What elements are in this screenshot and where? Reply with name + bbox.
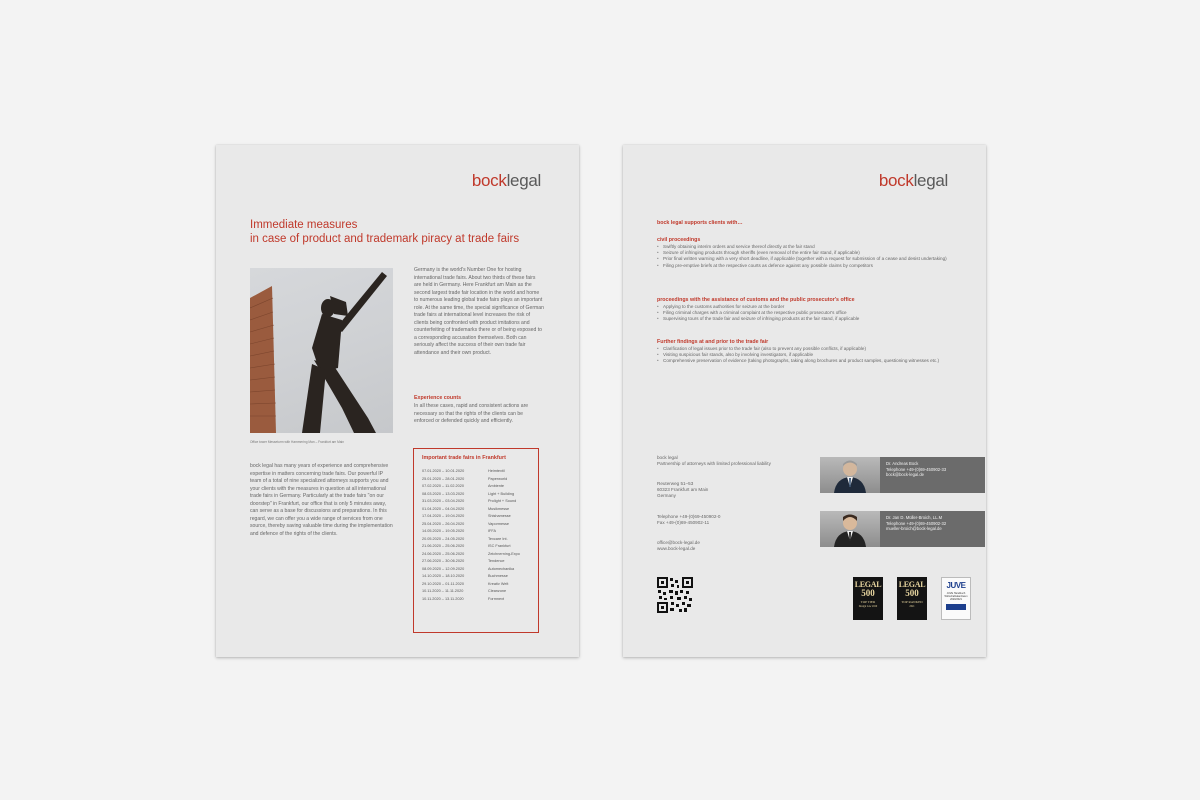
firm-website: www.bock-legal.de (657, 546, 696, 552)
list-item: • Swiftly obtaining interim orders and service thereof directly at the fair stand (657, 244, 947, 250)
section-heading-civil: civil proceedings (657, 237, 701, 243)
person-name: Dr. Andreas Bock (886, 461, 919, 466)
bock-legal-logo (472, 171, 541, 191)
flyer-back-page (623, 145, 986, 657)
contact-firm (657, 455, 771, 467)
trade-fair-date: 08.03.2020 – 13.03.2020 (422, 491, 465, 496)
trade-fair-row (422, 543, 530, 551)
trade-fair-row (422, 588, 530, 596)
badge-line-2: 500 (861, 588, 875, 598)
trade-fair-name: Kreativ Welt (488, 581, 509, 586)
section-heading-findings: Further findings at and prior to the trade fair (657, 339, 769, 345)
experience-heading: Experience counts (414, 395, 462, 401)
trade-fair-date: 17.04.2020 – 19.04.2020 (422, 514, 465, 518)
trade-fair-row (422, 551, 530, 559)
legal500-badge-top-tier (853, 577, 883, 620)
trade-fair-row (422, 558, 530, 566)
portrait-icon (820, 457, 880, 493)
qr-code-icon (657, 577, 693, 613)
badge-line-2: 500 (905, 588, 919, 598)
trade-fair-row (422, 483, 530, 491)
statue-silhouette (302, 272, 387, 433)
trade-fair-row (422, 536, 530, 544)
trade-fair-name: Texcare Int. (488, 536, 508, 541)
intro-paragraph-left: bock legal has many years of experience and comprehensive expertise in matters concerning trade fairs. Our powerful IP team of a total of nine specialized attorneys supports you and your clients with the measures in question at all international trade fairs in Germany. Particularly at the trade fairs "on our doorstep" in Frankfurt, our office that is only 5 minutes away, can serve as a base for discussions and preparations. In this regard, we can offer you a wide range of services from one source, thereby saving valuable time during the implementation and defence of the rights of the clients. (250, 463, 393, 537)
trade-fair-name: Cleanzone (488, 589, 507, 593)
firm-tagline: Partnership of attorneys with limited professional liability (657, 461, 771, 467)
trade-fair-date: 07.01.2020 – 10.01.2020 (422, 469, 465, 473)
contact-online (657, 540, 700, 552)
firm-phone: Telephone +49-(0)69-450902-0 (657, 514, 721, 519)
person-phone: Telephone +49-(0)69-450902-33 (886, 466, 947, 472)
contact-phone-fax (657, 514, 720, 526)
list-item: • Supervising tours of the trade fair and seizure of infringing products at the fair stand, if applicable (657, 316, 947, 322)
trade-fair-name: Formnext (488, 596, 505, 601)
firm-fax: Fax +49-(0)69-450902-11 (657, 520, 710, 526)
trade-fair-date: 31.03.2020 – 03.04.2020 (422, 499, 465, 503)
trade-fair-row (422, 491, 530, 499)
section-list-customs (657, 304, 947, 323)
trade-fair-row (422, 521, 530, 529)
experience-paragraph: In all these cases, rapid and consistent actions are necessary so that the rights of the clients can be enforced or defended quickly and efficiently. (414, 403, 529, 424)
trade-fair-date: 01.04.2020 – 04.04.2020 (422, 506, 465, 511)
badge-line-4: 2021 (909, 604, 915, 608)
trade-fair-date: 25.01.2020 – 28.01.2020 (422, 476, 465, 481)
list-item: • Comprehensive preservation of evidence (taking photographs, taking along brochures and product samples, questioning witnesses etc.) (657, 358, 947, 364)
trade-fair-row (422, 566, 530, 574)
firm-email: office@bock-legal.de (657, 540, 700, 545)
trade-fair-row (422, 476, 530, 484)
trade-fair-date: 08.09.2020 – 12.09.2020 (422, 566, 465, 571)
trade-fair-row (422, 573, 530, 581)
badge-line-1: LEGAL (898, 580, 926, 589)
badge-line-3: TOP TIER (860, 600, 876, 604)
trade-fair-name: Vapormesse (488, 521, 510, 526)
trade-fairs-title: Important trade fairs in Frankfurt (422, 455, 506, 461)
supports-title: bock legal supports clients with… (657, 220, 743, 226)
person-email: mueller-broich@bock-legal.de (886, 526, 942, 532)
person-phone: Telephone +49-(0)69-450902-32 (886, 520, 947, 526)
firm-name: bock legal (657, 455, 678, 460)
juve-badge (941, 577, 971, 620)
address-country: Germany (657, 493, 676, 499)
trade-fair-name: Light + Building (488, 491, 515, 496)
avatar (820, 511, 880, 547)
trade-fair-name: Prolight + Sound (488, 499, 517, 503)
trade-fair-name: Buchmesse (488, 574, 508, 578)
trade-fair-date: 14.05.2020 – 19.05.2020 (422, 529, 465, 533)
logo-legal: legal (913, 171, 948, 190)
flyer-front-page (216, 145, 579, 657)
trade-fair-name: Automechanika (488, 566, 515, 571)
trade-fair-name: Musikmesse (488, 506, 510, 511)
juve-subtitle: JUVE Handbuch Wirtschaftskanzleien 2020/2021 (944, 592, 968, 602)
badge-line-3: TOP RANKED (901, 600, 923, 604)
address-city: 60323 Frankfurt am Main (657, 487, 709, 493)
trade-fair-date: 20.05.2020 – 24.05.2020 (422, 536, 465, 541)
trade-fair-name: Paperworld (488, 476, 508, 481)
trade-fair-row (422, 528, 530, 536)
address-street: Reuterweg 51–53 (657, 481, 694, 486)
person-card-bock (820, 457, 985, 493)
badge-line-4: Design Law 2020 (858, 604, 878, 608)
trade-fair-date: 29.10.2020 – 01.11.2020 (422, 581, 464, 586)
contact-address (657, 481, 708, 500)
trade-fairs-box (413, 448, 539, 633)
person-info (880, 457, 952, 493)
section-heading-customs: proceedings with the assistance of customs and the public prosecutor's office (657, 297, 855, 303)
tower-shape (250, 286, 276, 433)
list-item: • Filing pre-emptive briefs at the respective courts as defence against any possible claims by competitors (657, 263, 947, 269)
section-list-findings (657, 346, 947, 365)
person-name: Dr. Jan D. Müller-Broich, LL.M (886, 515, 943, 520)
intro-paragraph-right: Germany is the world's Number One for hosting international trade fairs. About two thirds of these fairs are held in Germany. Here Frankfurt am Main as the second largest trade fair location in the world and home to numerous leading global trade fairs plays an important role. At the same time, the special significance of German trade fairs at international level increases the risk of clients being confronted with product imitations and counterfeiting of trademarks there or of being exposed to a corresponding accusation themselves. Both can seriously affect the success of their own trade fair attendance and their own product. (414, 267, 544, 356)
photo-illustration (250, 268, 393, 433)
trade-fair-name: Shishamesse (488, 514, 511, 518)
person-card-mueller-broich (820, 511, 985, 547)
bock-legal-logo-back (879, 171, 948, 191)
trade-fair-date: 27.06.2020 – 30.06.2020 (422, 559, 465, 563)
juve-name: JUVE (946, 581, 966, 590)
person-email: bock@bock-legal.de (886, 472, 925, 478)
trade-fair-row (422, 513, 530, 521)
section-list-civil (657, 244, 947, 269)
trade-fair-date: 10.11.2020 – 13.11.2020 (422, 596, 464, 601)
legal500-badge-top-ranked (897, 577, 927, 620)
person-info (880, 511, 952, 547)
trade-fair-date: 07.02.2020 – 11.02.2020 (422, 484, 464, 488)
headline-line-1: Immediate measures (250, 219, 358, 231)
trade-fair-date: 10.11.2020 – 11.11.2020 (422, 589, 464, 593)
list-item: • Clarification of legal issues prior to the trade fair (also to prevent any possible conflicts, if applicable) (657, 346, 947, 352)
logo-legal: legal (506, 171, 541, 190)
trade-fair-row (422, 468, 530, 476)
trade-fair-date: 25.04.2020 – 26.04.2020 (422, 521, 465, 526)
trade-fair-date: 21.06.2020 – 25.06.2020 (422, 544, 465, 548)
portrait-icon (820, 511, 880, 547)
trade-fair-date: 24.06.2020 – 25.06.2020 (422, 551, 465, 556)
list-item: • Prior final written warning with a very short deadline, if applicable (together with a request for submission of a cease and desist undertaking) (657, 256, 947, 262)
hammering-man-photo (250, 268, 393, 433)
trade-fair-name: Ambiente (488, 484, 505, 488)
trade-fairs-list (422, 468, 530, 603)
trade-fair-row (422, 581, 530, 589)
logo-bock: bock (878, 171, 914, 190)
headline (250, 218, 550, 246)
photo-caption: Office tower Messeturm with Hammering Man – Frankfurt am Main (250, 440, 344, 444)
trade-fair-name: IFFA (488, 529, 497, 533)
logo-bock: bock (471, 171, 507, 190)
trade-fair-name: Tendence (488, 559, 505, 563)
trade-fair-name: Zeichnerning-Expo (488, 551, 520, 556)
trade-fair-name: Heimtextil (488, 469, 505, 473)
avatar (820, 457, 880, 493)
list-item: • Seizure of infringing products through sheriffs (even removal of the entire fair stand, if applicable) (657, 250, 947, 256)
list-item: • Filing criminal charges with a criminal complaint at the respective public prosecutor's office (657, 310, 947, 316)
juve-bar (946, 604, 966, 610)
trade-fair-name: ISC Frankfurt (488, 544, 511, 548)
badge-line-1: LEGAL (854, 580, 882, 589)
trade-fair-date: 14.10.2020 – 18.10.2020 (422, 574, 465, 578)
list-item: • Visiting suspicious fair stands, also by involving investigators, if applicable (657, 352, 947, 358)
headline-line-2: in case of product and trademark piracy at trade fairs (250, 233, 520, 245)
trade-fair-row (422, 506, 530, 514)
trade-fair-row (422, 498, 530, 506)
trade-fair-row (422, 596, 530, 604)
list-item: • Applying to the customs authorities for seizure at the border (657, 304, 947, 310)
